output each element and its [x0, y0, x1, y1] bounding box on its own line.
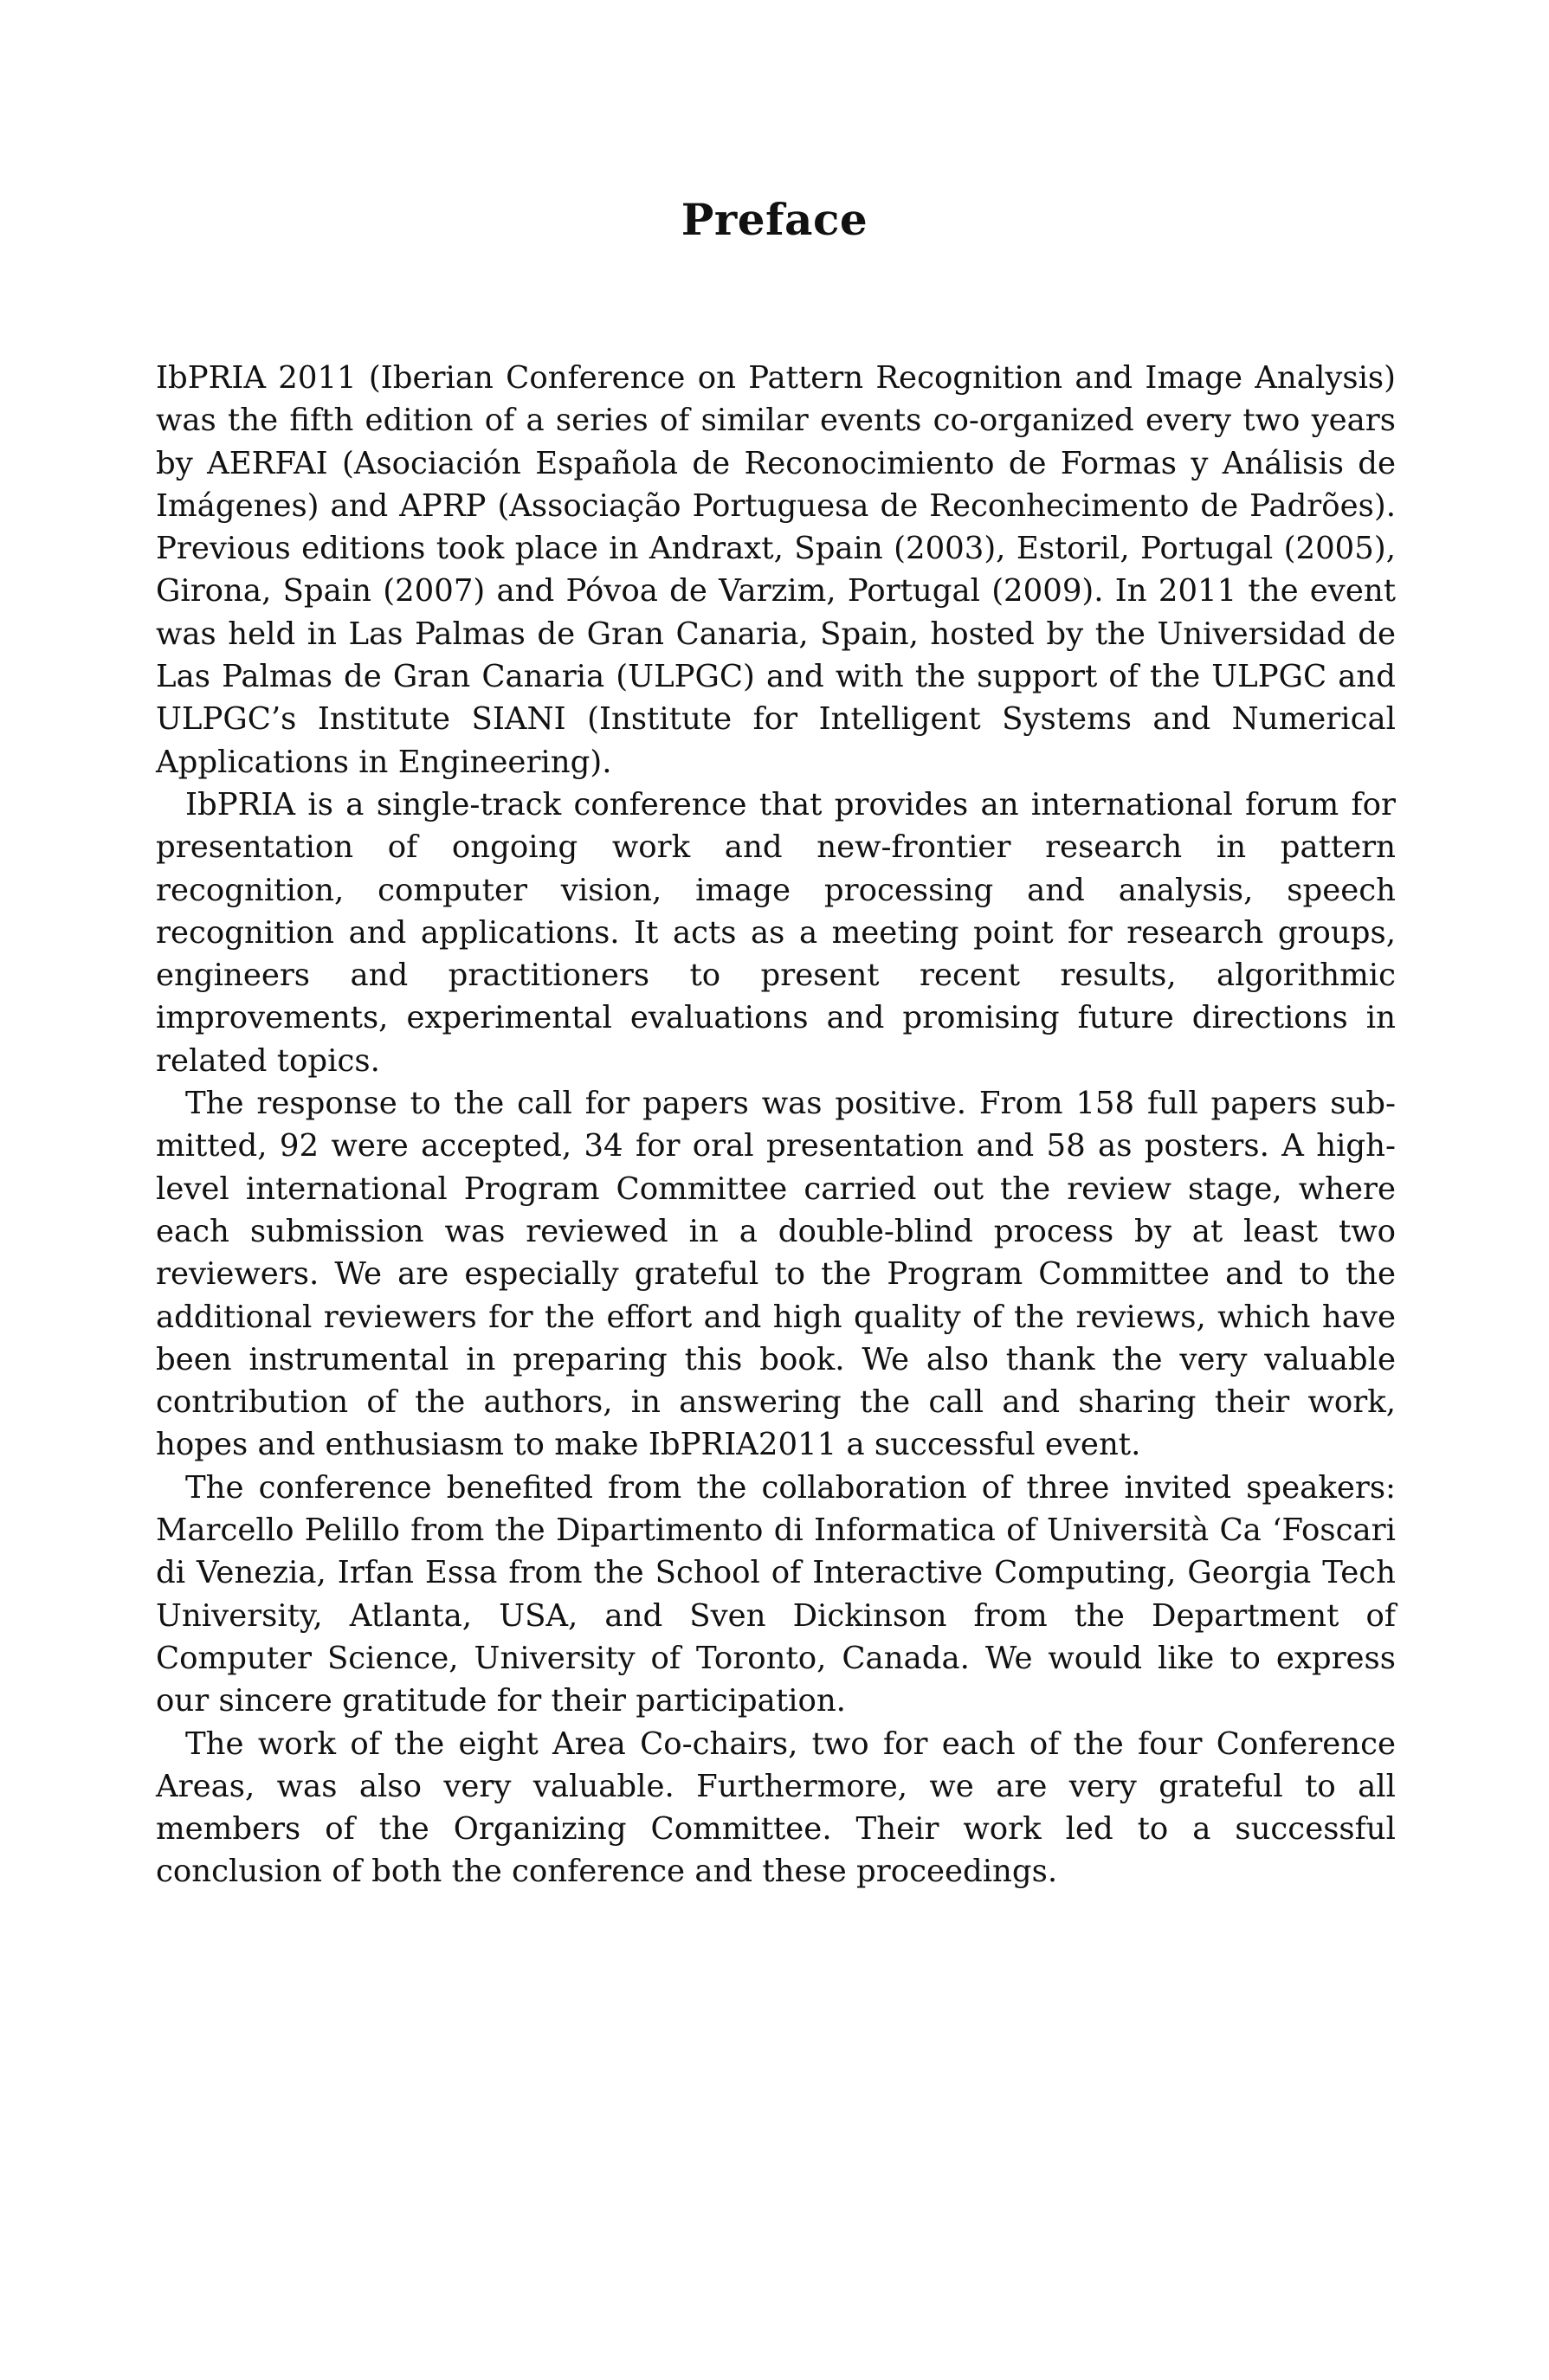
page-title: Preface	[681, 193, 868, 245]
paragraph-conference-scope: IbPRIA is a single-track conference that provides an international forum for presentation of ongoing work and new-frontier research in pattern recognition, computer vision, image processing and analysis, speech recognition and applications. It acts as a meeting point for research groups, engineers and practitioners to present recent results, algorithmic improvements, experimental evaluations and promising future directions in related topics.	[156, 786, 1396, 1079]
preface-body	[156, 357, 1396, 1893]
paragraph-invited-speakers: The conference benefited from the collaboration of three invited speakers: Marcello Pelillo from the Dipartimento di Informatica of Università Ca ‘Foscari di Venezia, Irfan Essa from the School of Interactive Computing, Georgia Tech University, Atlanta, USA, and Sven Dickinson from the Department of Computer Science, University of Toronto, Canada. We would like to express our sincere gratitude for their participation.	[156, 1469, 1396, 1719]
paragraph-call-for-papers: The response to the call for papers was positive. From 158 full papers submitted, 92 were accepted, 34 for oral presentation and 58 as posters. A high-level international Program Committee carried out the review stage, where each submission was reviewed in a double-blind process by at least two reviewers. We are especially grateful to the Program Committee and to the additional reviewers for the effort and high quality of the reviews, which have been instrumental in preparing this book. We also thank the very valuable contribution of the authors, in answering the call and sharing their work, hopes and enthusiasm to make IbPRIA2011 a successful event.	[156, 1086, 1396, 1463]
paragraph-intro: IbPRIA 2011 (Iberian Conference on Pattern Recognition and Image Analysis) was the fifth edition of a series of similar events co-organized every two years by AERFAI (Asociación Española de Reconocimiento de Formas y Análisis de Imágenes) and APRP (Associação Portuguesa de Reconhecimento de Padrões). Previous editions took place in Andraxt, Spain (2003), Estoril, Portugal (2005), Girona, Spain (2007) and Póvoa de Varzim, Portugal (2009). In 2011 the event was held in Las Palmas de Gran Canaria, Spain, hosted by the Universidad de Las Palmas de Gran Canaria (ULPGC) and with the support of the ULPGC and ULPGC’s Institute SIANI (Institute for Intelligent Systems and Numerical Applications in Engineering).	[156, 360, 1396, 780]
paragraph-acknowledgements: The work of the eight Area Co-chairs, two for each of the four Conference Areas, was also very valuable. Furthermore, we are very grateful to all members of the Organizing Committee. Their work led to a successful conclusion of both the conference and these proceedings.	[156, 1725, 1396, 1890]
